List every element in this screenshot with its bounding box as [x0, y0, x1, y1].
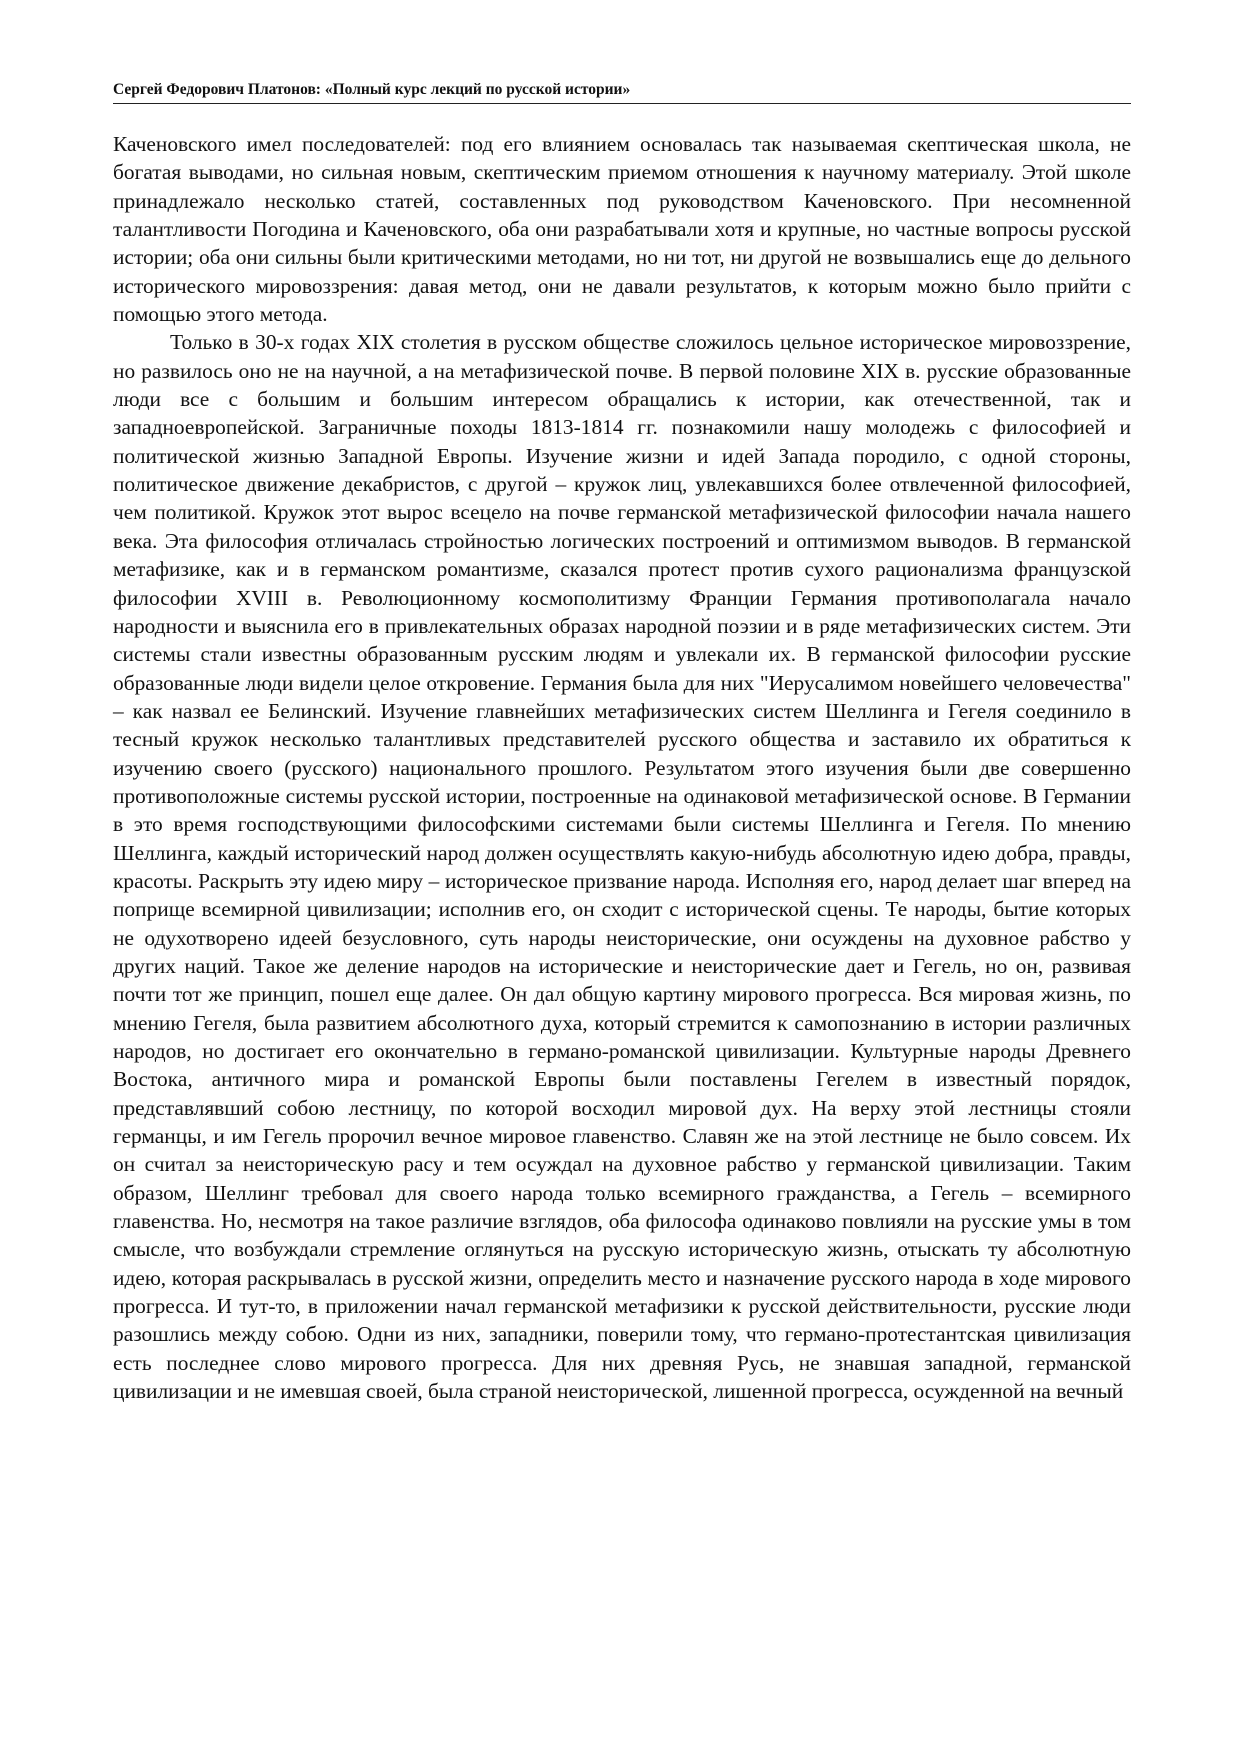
- running-header: Сергей Федорович Платонов: «Полный курс лекций по русской истории»: [113, 79, 1131, 104]
- paragraph: Только в 30-х годах XIX столетия в русском обществе сложилось цельное историческое мировоззрение, но развилось оно не на научной, а на метафизической почве. В первой половине XIX в. русские образованные люди все с большим и большим интересом обращались к истории, как отечественной, так и западноевропейской. Заграничные походы 1813-1814 гг. познакомили нашу молодежь с философией и политической жизнью Западной Европы. Изучение жизни и идей Запада породило, с одной стороны, политическое движение декабристов, с другой – кружок лиц, увлекавшихся более отвлеченной философией, чем политикой. Кружок этот вырос всецело на почве германской метафизической философии начала нашего века. Эта философия отличалась стройностью логических построений и оптимизмом выводов. В германской метафизике, как и в германском романтизме, сказался протест против сухого рационализма французской философии XVIII в. Революционному космополитизму Франции Германия противополагала начало народности и выяснила его в привлекательных образах народной поэзии и в ряде метафизических систем. Эти системы стали известны образованным русским людям и увлекали их. В германской философии русские образованные люди видели целое откровение. Германия была для них "Иерусалимом новейшего человечества" – как назвал ее Белинский. Изучение главнейших метафизических систем Шеллинга и Гегеля соединило в тесный кружок несколько талантливых представителей русского общества и заставило их обратиться к изучению своего (русского) национального прошлого. Результатом этого изучения были две совершенно противоположные системы русской истории, построенные на одинаковой метафизической основе. В Германии в это время господствующими философскими системами были системы Шеллинга и Гегеля. По мнению Шеллинга, каждый исторический народ должен осуществлять какую-нибудь абсолютную идею добра, правды, красоты. Раскрыть эту идею миру – историческое призвание народа. Исполняя его, народ делает шаг вперед на поприще всемирной цивилизации; исполнив его, он сходит с исторической сцены. Те народы, бытие которых не одухотворено идеей безусловного, суть народы неисторические, они осуждены на духовное рабство у других наций. Такое же деление народов на исторические и неисторические дает и Гегель, но он, развивая почти тот же принцип, пошел еще далее. Он дал общую картину мирового прогресса. Вся мировая жизнь, по мнению Гегеля, была развитием абсолютного духа, который стремится к самопознанию в истории различных народов, но достигает его окончательно в германо-романской цивилизации. Культурные народы Древнего Востока, античного мира и романской Европы были поставлены Гегелем в известный порядок, представлявший собою лестницу, по которой восходил мировой дух. На верху этой лестницы стояли германцы, и им Гегель пророчил вечное мировое главенство. Славян же на этой лестнице не было совсем. Их он считал за неисторическую расу и тем осуждал на духовное рабство у германской цивилизации. Таким образом, Шеллинг требовал для своего народа только всемирного гражданства, а Гегель – всемирного главенства. Но, несмотря на такое различие взглядов, оба философа одинаково повлияли на русские умы в том смысле, что возбуждали стремление оглянуться на русскую историческую жизнь, отыскать ту абсолютную идею, которая раскрывалась в русской жизни, определить место и назначение русского народа в ходе мирового прогресса. И тут-то, в приложении начал германской метафизики к русской действительности, русские люди разошлись между собою. Одни из них, западники, поверили тому, что германо-протестантская цивилизация есть последнее слово мирового прогресса. Для них древняя Русь, не знавшая западной, германской цивилизации и не имевшая своей, была страной неисторической, лишенной прогресса, осужденной на вечный: [113, 330, 1131, 1404]
- body-text: [113, 130, 1131, 1405]
- paragraph-continuation: Каченовского имел последователей: под его влиянием основалась так называемая скептическая школа, не богатая выводами, но сильная новым, скептическим приемом отношения к научному материалу. Этой школе принадлежало несколько статей, составленных под руководством Каченовского. При несомненной талантливости Погодина и Каченовского, оба они разрабатывали хотя и крупные, но частные вопросы русской истории; оба они сильны были критическими методами, но ни тот, ни другой не возвышались еще до дельного исторического мировоззрения: давая метод, они не давали результатов, к которым можно было прийти с помощью этого метода.: [113, 132, 1131, 327]
